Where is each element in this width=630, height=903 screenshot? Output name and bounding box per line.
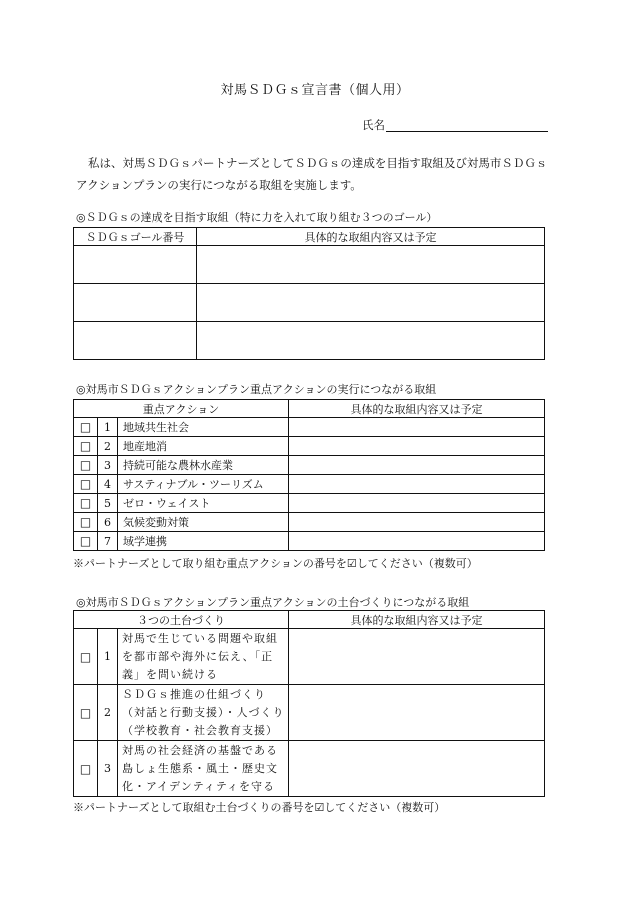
action-row (74, 418, 545, 437)
action-row (74, 513, 545, 532)
action-number: 6 (98, 513, 118, 532)
foundation-number: 2 (98, 685, 118, 741)
action-detail-header: 具体的な取組内容又は予定 (289, 400, 545, 418)
action-row (74, 456, 545, 475)
action-number: 5 (98, 494, 118, 513)
action-number: 1 (98, 418, 118, 437)
foundation-detail-cell[interactable] (289, 685, 545, 741)
action-checkbox[interactable]: □ (74, 494, 98, 513)
name-field[interactable] (362, 117, 548, 133)
action-label: 持続可能な農林水産業 (118, 456, 289, 475)
action-number: 2 (98, 437, 118, 456)
section3-heading: ◎対馬市ＳＤＧｓアクションプラン重点アクションの土台づくりにつながる取組 (76, 596, 470, 609)
foundation-checkbox[interactable]: □ (74, 629, 98, 685)
action-checkbox[interactable]: □ (74, 513, 98, 532)
foundation-detail-cell[interactable] (289, 741, 545, 797)
action-label: 地域共生社会 (118, 418, 289, 437)
foundation-label (118, 629, 289, 685)
action-number: 7 (98, 532, 118, 551)
name-underline[interactable] (386, 121, 548, 132)
foundation-detail-header: 具体的な取組内容又は予定 (289, 611, 545, 629)
goal-detail-header: 具体的な取組内容又は予定 (197, 228, 545, 246)
goal-detail-cell[interactable] (197, 246, 545, 284)
foundation-label-line: 義」を問い続ける (122, 667, 218, 681)
foundation-checkbox[interactable]: □ (74, 741, 98, 797)
foundation-checkbox[interactable]: □ (74, 685, 98, 741)
goal-detail-cell[interactable] (197, 284, 545, 322)
action-label: 地産地消 (118, 437, 289, 456)
action-row (74, 532, 545, 551)
action-checkbox[interactable]: □ (74, 418, 98, 437)
foundation-row (74, 685, 545, 741)
action-checkbox[interactable]: □ (74, 475, 98, 494)
foundation-label-line: ＳＤＧｓ推進の仕組づくり (122, 687, 266, 701)
foundation-row (74, 629, 545, 685)
section2-note: ※パートナーズとして取り組む重点アクションの番号を☑してください（複数可） (73, 557, 478, 570)
foundation-number: 3 (98, 741, 118, 797)
action-detail-cell[interactable] (289, 532, 545, 551)
foundation-number: 1 (98, 629, 118, 685)
action-number: 4 (98, 475, 118, 494)
section2-heading: ◎対馬市ＳＤＧｓアクションプラン重点アクションの実行につながる取組 (76, 383, 437, 396)
action-label: 域学連携 (118, 532, 289, 551)
document-title: 対馬ＳＤＧｓ宣言書（個人用） (220, 83, 410, 98)
action-detail-cell[interactable] (289, 475, 545, 494)
action-number: 3 (98, 456, 118, 475)
declaration-text: 私は、対馬ＳＤＧｓパートナーズとしてＳＤＧｓの達成を目指す取組及び対馬市ＳＤＧｓアクションプランの実行につながる取組を実施します。 (76, 156, 548, 192)
action-label: 気候変動対策 (118, 513, 289, 532)
action-detail-cell[interactable] (289, 513, 545, 532)
action-row (74, 437, 545, 456)
foundation-detail-cell[interactable] (289, 629, 545, 685)
action-detail-cell[interactable] (289, 418, 545, 437)
action-detail-cell[interactable] (289, 437, 545, 456)
actions-table (73, 399, 545, 551)
foundation-label-line: 対馬で生じている問題や取組 (122, 631, 278, 645)
goal-detail-cell[interactable] (197, 322, 545, 360)
goal-number-cell[interactable] (74, 246, 197, 284)
foundation-label (118, 685, 289, 741)
action-row (74, 494, 545, 513)
action-checkbox[interactable]: □ (74, 437, 98, 456)
action-checkbox[interactable]: □ (74, 532, 98, 551)
action-detail-cell[interactable] (289, 456, 545, 475)
foundation-label-line: を都市部や海外に伝え、「正 (122, 649, 274, 663)
action-label: サスティナブル・ツーリズム (118, 475, 289, 494)
goals-table (73, 227, 545, 360)
foundation-label-line: 化・アイデンティティを守る (122, 779, 276, 793)
foundation-label (118, 741, 289, 797)
goal-number-cell[interactable] (74, 284, 197, 322)
goal-number-header: ＳＤＧｓゴール番号 (74, 228, 197, 246)
section1-heading: ◎ＳＤＧｓの達成を目指す取組（特に力を入れて取り組む３つのゴール） (76, 211, 438, 224)
foundation-label-line: （学校教育・社会教育支援） (122, 723, 278, 737)
name-label: 氏名 (362, 118, 385, 132)
action-row (74, 475, 545, 494)
foundation-label-line: 島しょ生態系・風土・歴史文 (122, 761, 278, 775)
foundation-table (73, 610, 545, 797)
action-detail-cell[interactable] (289, 494, 545, 513)
action-checkbox[interactable]: □ (74, 456, 98, 475)
section3-note: ※パートナーズとして取組む土台づくりの番号を☑してください（複数可） (73, 801, 446, 814)
foundation-header: ３つの土台づくり (74, 611, 289, 629)
foundation-row (74, 741, 545, 797)
foundation-label-line: 対馬の社会経済の基盤である (122, 743, 278, 757)
foundation-label-line: （対話と行動支援）・人づくり (122, 705, 285, 719)
action-label: ゼロ・ウェイスト (118, 494, 289, 513)
goal-number-cell[interactable] (74, 322, 197, 360)
action-header: 重点アクション (74, 400, 289, 418)
